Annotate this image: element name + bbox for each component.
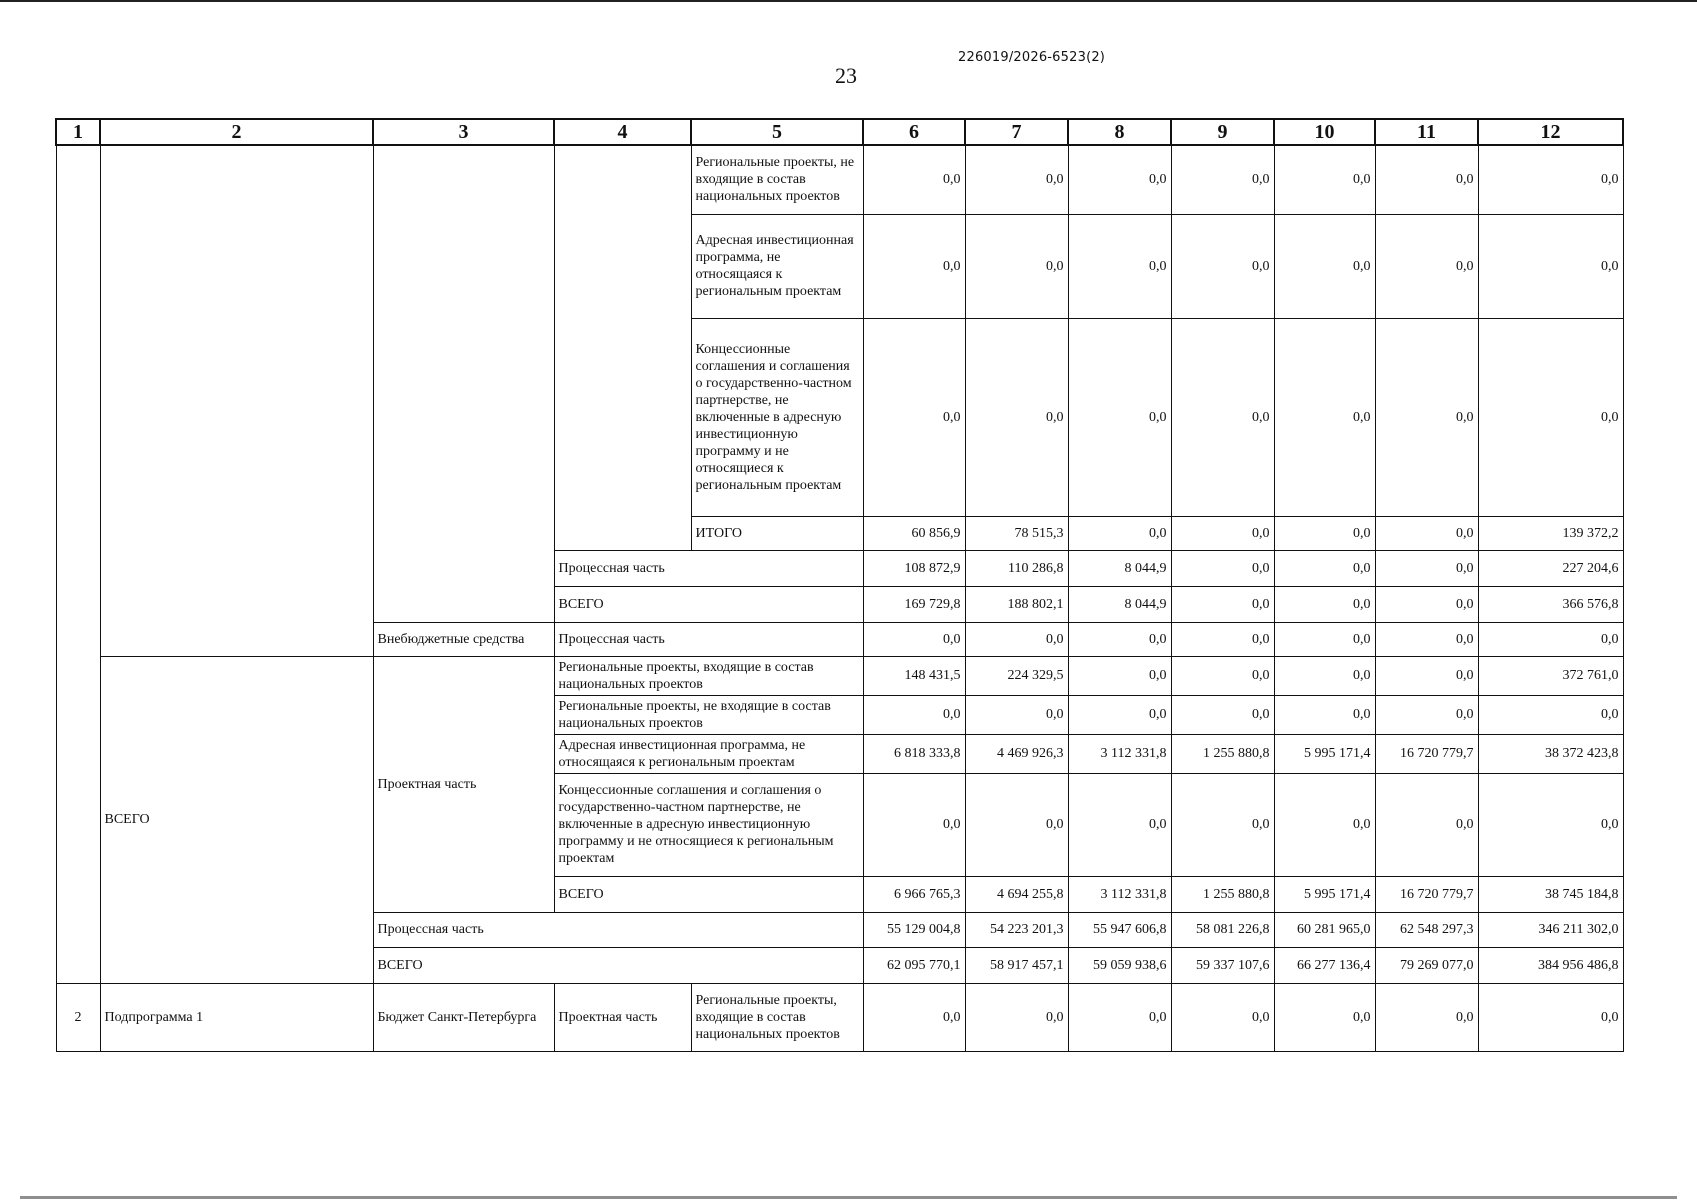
row-label: Адресная инвестиционная программа, не относящаяся к региональным проектам (554, 734, 863, 773)
value-cell: 5 995 171,4 (1274, 876, 1375, 912)
top-edge-line (0, 0, 1697, 2)
row-label: Региональные проекты, не входящие в состав национальных проектов (691, 145, 863, 214)
value-cell: 0,0 (1478, 695, 1623, 734)
total-section-label: ВСЕГО (100, 656, 373, 983)
value-cell: 0,0 (1171, 695, 1274, 734)
funding-source-cell (373, 145, 554, 622)
value-cell: 227 204,6 (1478, 550, 1623, 586)
value-cell: 0,0 (965, 983, 1068, 1051)
bottom-edge-line (20, 1196, 1677, 1199)
extrabudget-label: Внебюджетные средства (373, 622, 554, 656)
part-type-cell (554, 145, 691, 550)
col-header-9: 9 (1171, 119, 1274, 145)
col-header-2: 2 (100, 119, 373, 145)
value-cell: 0,0 (1478, 214, 1623, 318)
value-cell: 1 255 880,8 (1171, 876, 1274, 912)
value-cell: 0,0 (1274, 145, 1375, 214)
value-cell: 0,0 (1375, 656, 1478, 695)
value-cell: 79 269 077,0 (1375, 947, 1478, 983)
value-cell: 0,0 (863, 773, 965, 876)
value-cell: 0,0 (863, 983, 965, 1051)
value-cell: 0,0 (1274, 214, 1375, 318)
row-label: Региональные проекты, не входящие в состав национальных проектов (554, 695, 863, 734)
value-cell: 0,0 (1171, 214, 1274, 318)
value-cell: 6 966 765,3 (863, 876, 965, 912)
value-cell: 372 761,0 (1478, 656, 1623, 695)
value-cell: 60 281 965,0 (1274, 912, 1375, 947)
value-cell: 0,0 (1171, 145, 1274, 214)
value-cell: 62 095 770,1 (863, 947, 965, 983)
row-label: Адресная инвестиционная программа, не относящаяся к региональным проектам (691, 214, 863, 318)
value-cell: 0,0 (1478, 145, 1623, 214)
value-cell: 0,0 (1171, 773, 1274, 876)
document-number: 226019/2026-6523(2) (958, 50, 1106, 65)
table-row (56, 983, 1623, 1051)
row-label: ИТОГО (691, 516, 863, 550)
value-cell: 108 872,9 (863, 550, 965, 586)
value-cell: 0,0 (1375, 318, 1478, 516)
value-cell: 55 947 606,8 (1068, 912, 1171, 947)
value-cell: 1 255 880,8 (1171, 734, 1274, 773)
value-cell: 0,0 (1375, 983, 1478, 1051)
col-header-10: 10 (1274, 119, 1375, 145)
row-number-cell (56, 145, 100, 983)
value-cell: 38 745 184,8 (1478, 876, 1623, 912)
row-label: Концессионные соглашения и соглашения о государственно-частном партнерстве, не включенные в адресную инвестиционную программу и не относящиеся к региональным проектам (554, 773, 863, 876)
row-label: ВСЕГО (554, 586, 863, 622)
value-cell: 0,0 (1068, 773, 1171, 876)
value-cell: 0,0 (965, 318, 1068, 516)
value-cell: 0,0 (965, 622, 1068, 656)
value-cell: 0,0 (1171, 318, 1274, 516)
value-cell: 0,0 (1068, 516, 1171, 550)
value-cell: 5 995 171,4 (1274, 734, 1375, 773)
value-cell: 0,0 (1068, 622, 1171, 656)
value-cell: 0,0 (1171, 516, 1274, 550)
page-number: 23 (835, 63, 857, 88)
value-cell: 3 112 331,8 (1068, 734, 1171, 773)
value-cell: 66 277 136,4 (1274, 947, 1375, 983)
value-cell: 0,0 (1375, 550, 1478, 586)
column-header-row (56, 119, 1623, 145)
value-cell: 62 548 297,3 (1375, 912, 1478, 947)
program-name-cell (100, 145, 373, 656)
value-cell: 0,0 (863, 145, 965, 214)
value-cell: 0,0 (965, 695, 1068, 734)
value-cell: 0,0 (1068, 695, 1171, 734)
value-cell: 4 694 255,8 (965, 876, 1068, 912)
value-cell: 6 818 333,8 (863, 734, 965, 773)
value-cell: 0,0 (1274, 550, 1375, 586)
value-cell: 0,0 (1478, 318, 1623, 516)
value-cell: 0,0 (1068, 983, 1171, 1051)
value-cell: 0,0 (1274, 622, 1375, 656)
value-cell: 0,0 (1274, 516, 1375, 550)
value-cell: 0,0 (1375, 622, 1478, 656)
row-label: Региональные проекты, входящие в состав национальных проектов (691, 983, 863, 1051)
value-cell: 0,0 (1068, 656, 1171, 695)
value-cell: 0,0 (1171, 983, 1274, 1051)
value-cell: 0,0 (1375, 695, 1478, 734)
value-cell: 0,0 (1478, 622, 1623, 656)
value-cell: 8 044,9 (1068, 550, 1171, 586)
col-header-1: 1 (56, 119, 100, 145)
row-label: Региональные проекты, входящие в состав национальных проектов (554, 656, 863, 695)
value-cell: 54 223 201,3 (965, 912, 1068, 947)
col-header-4: 4 (554, 119, 691, 145)
value-cell: 0,0 (1068, 145, 1171, 214)
value-cell: 4 469 926,3 (965, 734, 1068, 773)
value-cell: 139 372,2 (1478, 516, 1623, 550)
col-header-5: 5 (691, 119, 863, 145)
value-cell: 0,0 (1171, 550, 1274, 586)
value-cell: 0,0 (1375, 773, 1478, 876)
value-cell: 169 729,8 (863, 586, 965, 622)
value-cell: 0,0 (1171, 622, 1274, 656)
value-cell: 0,0 (1171, 586, 1274, 622)
project-part-label: Проектная часть (373, 656, 554, 912)
value-cell: 16 720 779,7 (1375, 734, 1478, 773)
value-cell: 0,0 (1274, 318, 1375, 516)
row-label: Процессная часть (554, 550, 863, 586)
value-cell: 0,0 (1068, 318, 1171, 516)
value-cell: 38 372 423,8 (1478, 734, 1623, 773)
row-label: ВСЕГО (373, 947, 863, 983)
value-cell: 346 211 302,0 (1478, 912, 1623, 947)
row-label: Процессная часть (554, 622, 863, 656)
value-cell: 0,0 (1478, 983, 1623, 1051)
subprogram-label: Подпрограмма 1 (100, 983, 373, 1051)
col-header-6: 6 (863, 119, 965, 145)
value-cell: 0,0 (965, 214, 1068, 318)
col-header-7: 7 (965, 119, 1068, 145)
table-row (56, 145, 1623, 214)
value-cell: 0,0 (965, 773, 1068, 876)
value-cell: 55 129 004,8 (863, 912, 965, 947)
row-label: ВСЕГО (554, 876, 863, 912)
value-cell: 148 431,5 (863, 656, 965, 695)
row-number-label: 2 (56, 983, 100, 1051)
value-cell: 188 802,1 (965, 586, 1068, 622)
col-header-11: 11 (1375, 119, 1478, 145)
row-label: Концессионные соглашения и соглашения о государственно-частном партнерстве, не включенные в адресную инвестиционную программу и не относящиеся к региональным проектам (691, 318, 863, 516)
col-header-3: 3 (373, 119, 554, 145)
value-cell: 0,0 (1274, 586, 1375, 622)
value-cell: 0,0 (1274, 773, 1375, 876)
value-cell: 58 917 457,1 (965, 947, 1068, 983)
value-cell: 0,0 (863, 214, 965, 318)
row-label: Процессная часть (373, 912, 863, 947)
value-cell: 0,0 (1375, 214, 1478, 318)
value-cell: 78 515,3 (965, 516, 1068, 550)
value-cell: 0,0 (1274, 983, 1375, 1051)
value-cell: 59 337 107,6 (1171, 947, 1274, 983)
value-cell: 3 112 331,8 (1068, 876, 1171, 912)
value-cell: 16 720 779,7 (1375, 876, 1478, 912)
value-cell: 8 044,9 (1068, 586, 1171, 622)
value-cell: 224 329,5 (965, 656, 1068, 695)
project-part-label: Проектная часть (554, 983, 691, 1051)
value-cell: 0,0 (863, 622, 965, 656)
value-cell: 110 286,8 (965, 550, 1068, 586)
value-cell: 58 081 226,8 (1171, 912, 1274, 947)
value-cell: 0,0 (1274, 656, 1375, 695)
table-row (56, 656, 1623, 695)
col-header-12: 12 (1478, 119, 1623, 145)
value-cell: 0,0 (863, 318, 965, 516)
value-cell: 0,0 (1375, 586, 1478, 622)
value-cell: 0,0 (1478, 773, 1623, 876)
value-cell: 0,0 (1375, 516, 1478, 550)
value-cell: 0,0 (863, 695, 965, 734)
budget-table (55, 118, 1624, 1052)
value-cell: 0,0 (1068, 214, 1171, 318)
value-cell: 0,0 (965, 145, 1068, 214)
value-cell: 60 856,9 (863, 516, 965, 550)
value-cell: 59 059 938,6 (1068, 947, 1171, 983)
value-cell: 366 576,8 (1478, 586, 1623, 622)
col-header-8: 8 (1068, 119, 1171, 145)
funding-source-label: Бюджет Санкт-Петербурга (373, 983, 554, 1051)
value-cell: 384 956 486,8 (1478, 947, 1623, 983)
value-cell: 0,0 (1375, 145, 1478, 214)
value-cell: 0,0 (1274, 695, 1375, 734)
value-cell: 0,0 (1171, 656, 1274, 695)
